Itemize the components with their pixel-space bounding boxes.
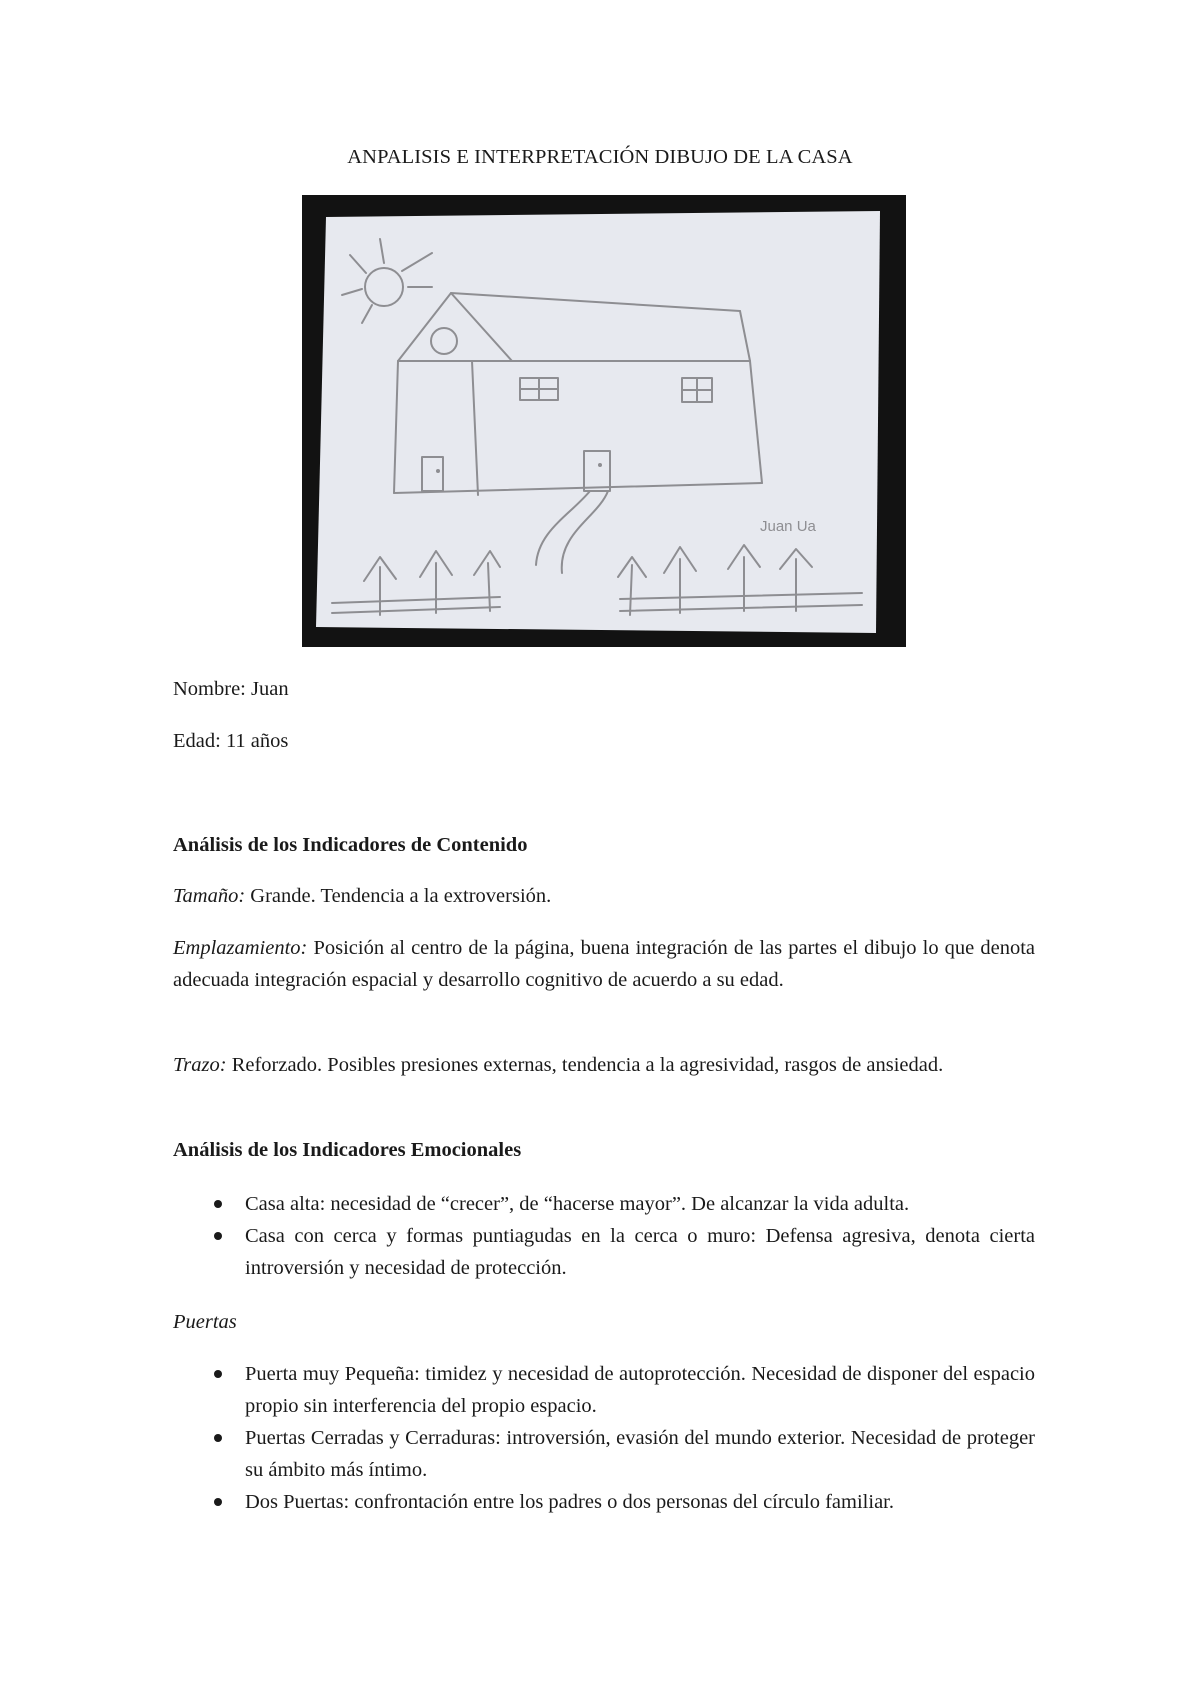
bullet-icon [214,1200,222,1208]
bullet-icon [214,1232,222,1240]
stroke-label: Trazo: [173,1054,227,1076]
house-drawing-photo [302,195,906,647]
list-item: Dos Puertas: confrontación entre los padres o dos personas del círculo familiar. [173,1486,1035,1518]
drawing-signature: Juan Ua [760,518,816,535]
list-item: Puerta muy Pequeña: timidez y necesidad de autoprotección. Necesidad de disponer del espacio propio sin interferencia del propio espacio. [173,1358,1035,1422]
emotional-indicators-list [173,1188,1035,1284]
student-age: Edad: 11 años [173,730,289,752]
placement-text: Posición al centro de la página, buena integración de las partes el dibujo lo que denota adecuada integración espacial y desarrollo cognitivo de acuerdo a su edad. [173,937,1035,991]
stroke-paragraph [173,1049,1035,1081]
stroke-text: Reforzado. Posibles presiones externas, tendencia a la agresividad, rasgos de ansiedad. [226,1054,944,1076]
placement-label: Emplazamiento: [173,937,308,959]
content-indicators-heading: Análisis de los Indicadores de Contenido [173,834,528,856]
size-paragraph [173,880,1035,912]
page-title: ANPALISIS E INTERPRETACIÓN DIBUJO DE LA CASA [347,146,853,168]
bullet-icon [214,1498,222,1506]
placement-paragraph [173,932,1035,996]
list-item: Puertas Cerradas y Cerraduras: introversión, evasión del mundo exterior. Necesidad de proteger su ámbito más íntimo. [173,1422,1035,1486]
list-item: Casa alta: necesidad de “crecer”, de “hacerse mayor”. De alcanzar la vida adulta. [173,1188,1035,1220]
bullet-icon [214,1434,222,1442]
doors-list [173,1358,1035,1518]
doors-heading: Puertas [173,1311,237,1333]
size-text: Grande. Tendencia a la extroversión. [245,885,552,907]
list-item: Casa con cerca y formas puntiagudas en la cerca o muro: Defensa agresiva, denota cierta introversión y necesidad de protección. [173,1220,1035,1284]
size-label: Tamaño: [173,885,246,907]
emotional-indicators-heading: Análisis de los Indicadores Emocionales [173,1139,522,1161]
student-name: Nombre: Juan [173,678,289,700]
bullet-icon [214,1370,222,1378]
